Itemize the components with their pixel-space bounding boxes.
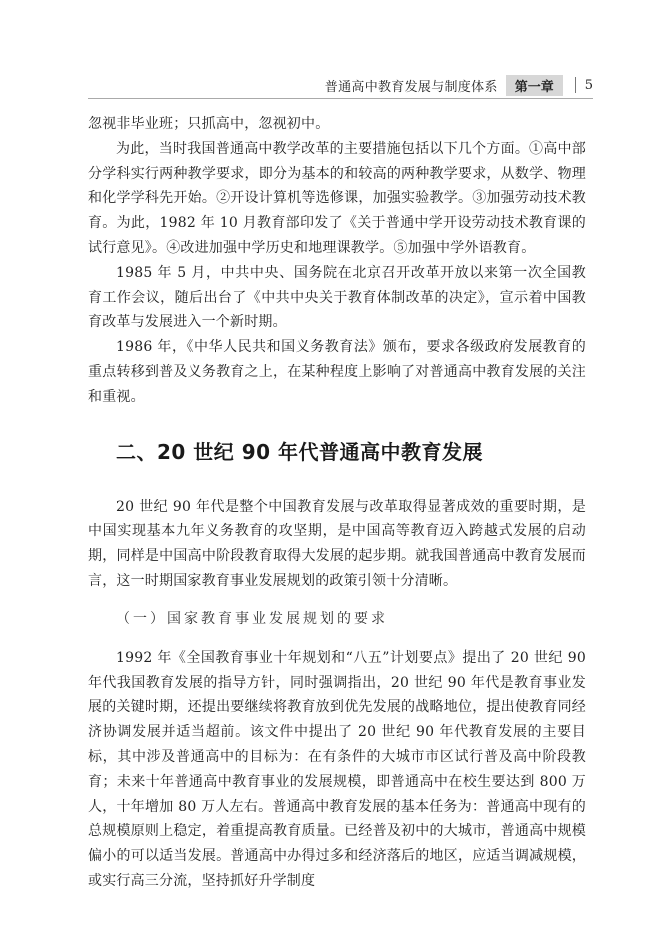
paragraph: 忽视非毕业班；只抓高中，忽视初中。 bbox=[88, 116, 330, 132]
subsection-heading: （一）国家教育事业发展规划的要求 bbox=[116, 610, 388, 627]
chapter-badge: 第一章 bbox=[506, 75, 563, 96]
running-header bbox=[325, 74, 593, 96]
page-number: 5 bbox=[584, 77, 593, 93]
page-body bbox=[88, 112, 586, 894]
header-rule bbox=[88, 98, 593, 99]
book-title: 普通高中教育发展与制度体系 bbox=[324, 79, 498, 95]
section-heading: 二、20 世纪 90 年代普通高中教育发展 bbox=[116, 439, 484, 464]
subsection-paragraph: 1992 年《全国教育事业十年规划和“八五”计划要点》提出了 20 世纪 90 年代我国教育发展的指导方针，同时强调指出，20 世纪 90 年代是教育事业发展的关键时期，还提出要继续将教育放到优先发展的战略地位，提出使教育同经济协调发展并适当超前。该文件中提出了 20 世纪 90 年代教育发展的主要目标，其中涉及普通高中的目标为：在有条件的大城市市区试行普及高中阶段教育；未来十年普通高中教育事业的发展规模，即普通高中在校生要达到 800 万人，十年增加 80 万人左右。普通高中教育发展的基本任务为：普通高中现有的总规模原则上稳定，着重提高教育质量。已经普及初中的大城市，普通高中规模偏小的可以适当发展。普通高中办得过多和经济落后的地区，应适当调减规模，或实行高三分流，坚持抓好升学制度 bbox=[88, 649, 586, 889]
section-intro-paragraph: 20 世纪 90 年代是整个中国教育发展与改革取得显著成效的重要时期，是中国实现基本九年义务教育的攻坚期，是中国高等教育迈入跨越式发展的启动期，同样是中国高中阶段教育取得大发展的起步期。就我国普通高中教育发展而言，这一时期国家教育事业发展规划的政策引领十分清晰。 bbox=[88, 498, 586, 589]
header-separator bbox=[575, 77, 576, 93]
paragraph: 为此，当时我国普通高中教学改革的主要措施包括以下几个方面。①高中部分学科实行两种教学要求，即分为基本的和较高的两种教学要求，从数学、物理和化学学科先开始。②开设计算机等选修课，加强实验教学。③加强劳动技术教育。为此，1982 年 10 月教育部印发了《关于普通中学开设劳动技术教育课的试行意见》。④改进加强中学历史和地理课教学。⑤加强中学外语教育。 bbox=[88, 140, 586, 256]
paragraph: 1986 年，《中华人民共和国义务教育法》颁布，要求各级政府发展教育的重点转移到普及义务教育之上，在某种程度上影响了对普通高中教育发展的关注和重视。 bbox=[88, 339, 586, 405]
paragraph: 1985 年 5 月，中共中央、国务院在北京召开改革开放以来第一次全国教育工作会议，随后出台了《中共中央关于教育体制改革的决定》，宣示着中国教育改革与发展进入一个新时期。 bbox=[88, 264, 586, 331]
